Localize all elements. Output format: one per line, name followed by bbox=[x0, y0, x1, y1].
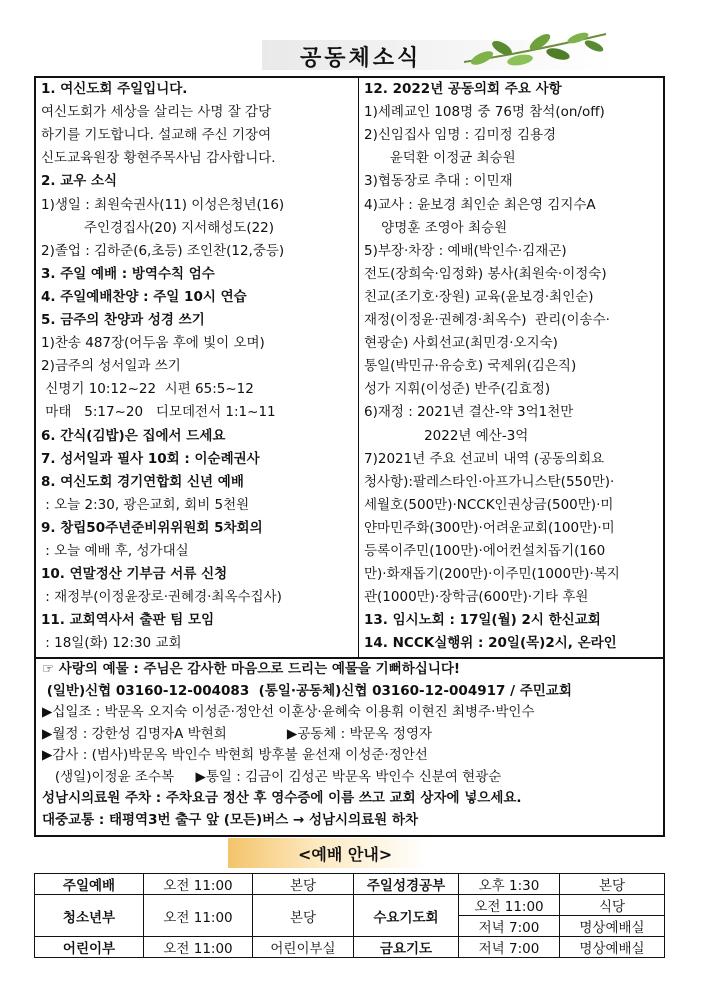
right-column bbox=[359, 78, 665, 657]
news-line: 2. 교우 소식 bbox=[41, 173, 118, 190]
news-line: 9. 창립50주년준비위위원회 5차회의 bbox=[41, 519, 263, 536]
news-line: 1)세례교인 108명 중 76명 참석(on/off) bbox=[364, 104, 605, 121]
news-line: 친교(조기호·장원) 교육(윤보경·최인순) bbox=[364, 288, 594, 305]
offering-line: (일반)신협 03160-12-004083 (통일·공동체)신협 03160-12-004917 / 주민교회 bbox=[42, 682, 572, 699]
news-line: 윤덕환 이정균 최승원 bbox=[364, 150, 516, 167]
table-cell: 주일예배 bbox=[35, 874, 144, 895]
news-line: 12. 2022년 공동의회 주요 사항 bbox=[364, 81, 562, 97]
table-cell: 본당 bbox=[253, 895, 354, 937]
news-line: 현광순) 사회선교(최민경·오지숙) bbox=[364, 335, 558, 352]
news-line: 전도(장희숙·임정화) 봉사(최원숙·이정숙) bbox=[364, 265, 607, 282]
title-banner bbox=[262, 40, 612, 70]
news-line: 성가 지휘(이성준) 반주(김효정) bbox=[364, 381, 551, 398]
table-cell: 오전 11:00 bbox=[459, 895, 560, 916]
news-line: 1)찬송 487장(어두움 후에 빛이 오며) bbox=[41, 335, 265, 352]
news-line: 3)협동장로 추대 : 이민재 bbox=[364, 173, 513, 190]
news-line: 재정(이정윤·권혜경·최옥수) 관리(이송수· bbox=[364, 312, 610, 328]
news-line: 세월호(500만)·NCCK인권상금(500만)·미 bbox=[364, 496, 614, 513]
news-line: 1. 여신도회 주일입니다. bbox=[41, 81, 188, 97]
table-row bbox=[35, 874, 665, 895]
table-cell: 저녁 7:00 bbox=[459, 937, 560, 958]
news-line: : 재정부(이정윤장로·권혜경·최옥수집사) bbox=[41, 589, 282, 606]
news-line: 신명기 10:12~22 시편 65:5~12 bbox=[41, 381, 254, 398]
left-column bbox=[36, 78, 359, 657]
offering-section bbox=[34, 657, 665, 837]
offering-line: 대중교통 : 태평역3번 출구 앞 (모든)버스 → 성남시의료원 하차 bbox=[42, 811, 418, 828]
worship-guide-banner bbox=[228, 838, 428, 868]
table-cell: 오전 11:00 bbox=[144, 874, 253, 895]
table-cell: 식당 bbox=[560, 895, 665, 916]
news-line: 신도교육원장 황현주목사님 감사합니다. bbox=[41, 150, 276, 167]
news-line: 등록이주민(100만)·에어컨설치돕기(160 bbox=[364, 543, 606, 559]
table-cell: 오전 11:00 bbox=[144, 937, 253, 958]
offering-line: ▶십일조 : 박문옥 오지숙 이성준·정안선 이훈상·윤혜숙 이용휘 이현진 최병주·박인수 bbox=[42, 704, 535, 720]
table-cell: 어린이부 bbox=[35, 937, 144, 958]
table-cell: 어린이부실 bbox=[253, 937, 354, 958]
news-line: 청사항):팔레스타인·아프가니스탄(550만)· bbox=[364, 473, 615, 490]
news-line: 2)금주의 성서일과 쓰기 bbox=[41, 358, 181, 375]
table-cell: 오후 1:30 bbox=[459, 874, 560, 895]
news-line: 마태 5:17~20 디모데전서 1:1~11 bbox=[41, 404, 276, 421]
table-cell: 수요기도회 bbox=[354, 895, 459, 937]
table-cell: 오전 11:00 bbox=[144, 895, 253, 937]
news-line: : 오늘 2:30, 광은교회, 회비 5천원 bbox=[41, 496, 250, 513]
table-cell: 명상예배실 bbox=[560, 916, 665, 937]
news-line: 만)·화재돕기(200만)·이주민(1000만)·복지 bbox=[364, 566, 620, 583]
table-row bbox=[35, 937, 665, 958]
news-line: 4. 주일예배찬양 : 주일 10시 연습 bbox=[41, 288, 247, 305]
news-line: 1)생일 : 최원숙권사(11) 이성은청년(16) bbox=[41, 196, 285, 213]
table-cell: 본당 bbox=[253, 874, 354, 895]
leaf-branch-icon bbox=[460, 28, 610, 74]
table-cell: 금요기도 bbox=[354, 937, 459, 958]
offering-line: ☞ 사랑의 예물 : 주님은 감사한 마음으로 드리는 예물을 기뻐하십니다! bbox=[42, 661, 461, 677]
news-line: 8. 여신도회 경기연합회 신년 예배 bbox=[41, 473, 244, 490]
offering-line: 성남시의료원 주차 : 주차요금 정산 후 영수증에 이름 쓰고 교회 상자에 넣으세요. bbox=[42, 790, 522, 806]
news-line: 13. 임시노회 : 17일(월) 2시 한신교회 bbox=[364, 612, 601, 629]
news-line: 양명훈 조영아 최승원 bbox=[364, 219, 508, 236]
news-line: 주인경집사(20) 지서해성도(22) bbox=[41, 219, 275, 236]
news-line: 얀마민주화(300만)·어려운교회(100만)·미 bbox=[364, 519, 615, 536]
news-line: 관(1000만)·장학금(600만)·기타 후원 bbox=[364, 589, 589, 606]
news-line: : 오늘 예배 후, 성가대실 bbox=[41, 543, 189, 559]
news-line: 11. 교회역사서 출판 팀 모임 bbox=[41, 612, 215, 629]
news-line: 6. 간식(김밥)은 집에서 드세요 bbox=[41, 427, 226, 444]
table-cell: 청소년부 bbox=[35, 895, 144, 937]
news-line: 10. 연말정산 기부금 서류 신청 bbox=[41, 566, 228, 583]
news-line: 4)교사 : 윤보경 최인순 최은영 김지수A bbox=[364, 196, 596, 213]
news-line: 통일(박민규·유승호) 국제위(김은직) bbox=[364, 358, 577, 375]
news-line: 2)신임집사 임명 : 김미정 김용경 bbox=[364, 127, 557, 144]
table-cell: 주일성경공부 bbox=[354, 874, 459, 895]
table-row bbox=[35, 895, 665, 916]
news-line: 여신도회가 세상을 살리는 사명 잘 감당 bbox=[41, 104, 272, 121]
news-line: 하기를 기도합니다. 설교해 주신 기장여 bbox=[41, 127, 272, 144]
table-cell: 명상예배실 bbox=[560, 937, 665, 958]
offering-line: ▶월정 : 강한성 김명자A 박현희 ▶공동체 : 박문옥 정영자 bbox=[42, 725, 433, 742]
news-line: : 18일(화) 12:30 교회 bbox=[41, 635, 182, 652]
page-title: 공동체소식 bbox=[300, 46, 422, 71]
worship-schedule-table bbox=[34, 873, 665, 958]
news-frame bbox=[34, 76, 665, 659]
table-cell: 저녁 7:00 bbox=[459, 916, 560, 937]
offering-line: (생일)이정윤 조수복 ▶통일 : 김금이 김성곤 박문옥 박인수 신분여 현광순 bbox=[42, 768, 502, 785]
news-line: 2)졸업 : 김하준(6,초등) 조인찬(12,중등) bbox=[41, 242, 285, 259]
worship-guide-title: <예배 안내> bbox=[298, 845, 393, 864]
news-line: 7)2021년 주요 선교비 내역 (공동의회요 bbox=[364, 450, 605, 467]
news-line: 14. NCCK실행위 : 20일(목)2시, 온라인 bbox=[364, 635, 617, 652]
news-line: 2022년 예산-3억 bbox=[364, 427, 529, 444]
news-line: 6)재정 : 2021년 결산-약 3억1천만 bbox=[364, 404, 574, 421]
news-line: 3. 주일 예배 : 방역수칙 엄수 bbox=[41, 265, 215, 282]
offering-line: ▶감사 : (범사)박문옥 박인수 박현희 방후불 윤선재 이성준·정안선 bbox=[42, 747, 428, 763]
news-line: 5. 금주의 찬양과 성경 쓰기 bbox=[41, 312, 205, 328]
news-line: 7. 성서일과 필사 10회 : 이순례권사 bbox=[41, 450, 260, 467]
news-line: 5)부장·차장 : 예배(박인수·김재곤) bbox=[364, 242, 567, 259]
table-cell: 본당 bbox=[560, 874, 665, 895]
